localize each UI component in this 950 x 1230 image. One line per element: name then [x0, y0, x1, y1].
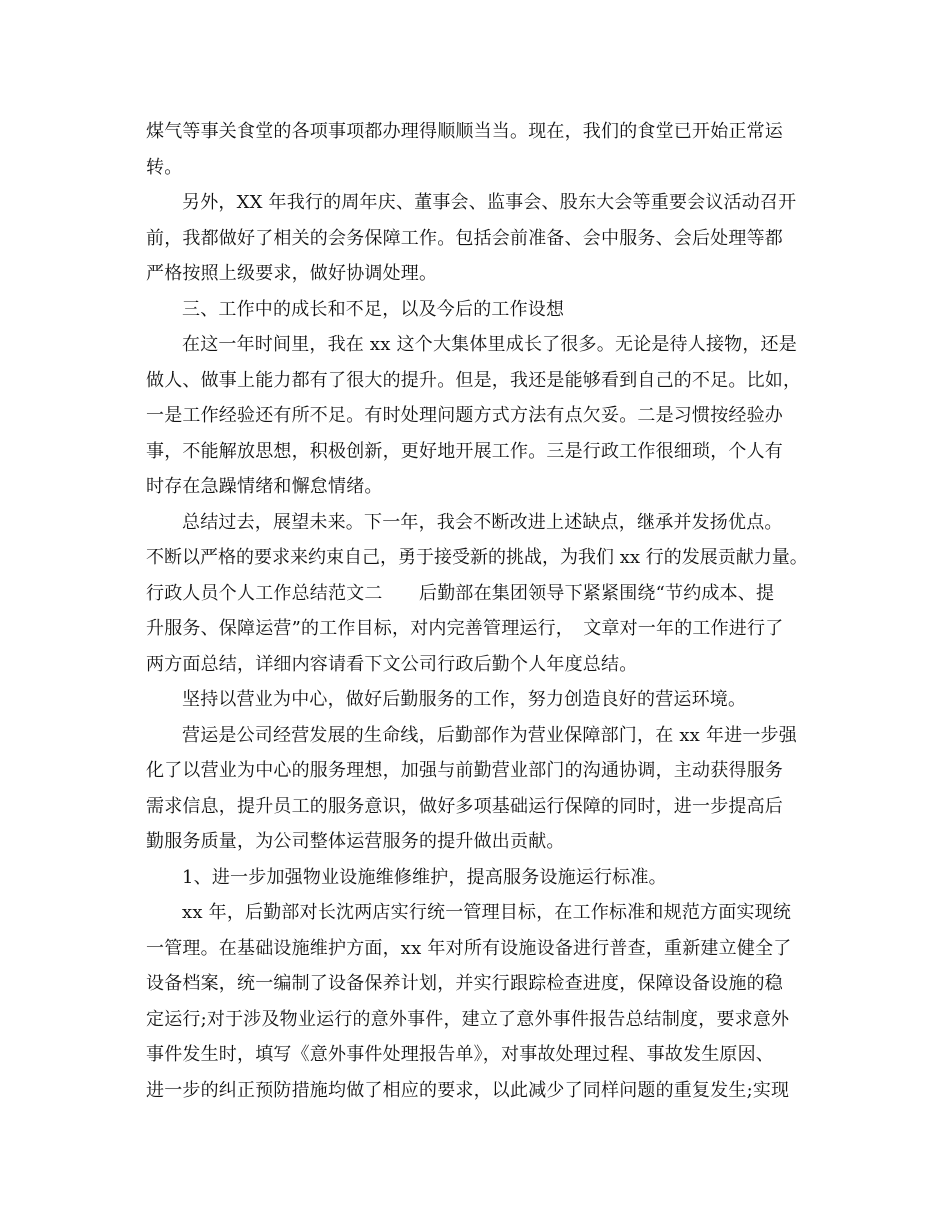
- text-line: 不断以严格的要求来约束自己，勇于接受新的挑战，为我们 xx 行的发展贡献力量。: [146, 547, 808, 568]
- text-line: 一管理。在基础设施维护方面，xx 年对所有设施设备进行普查，重新建立健全了: [146, 937, 792, 959]
- text-line: 进一步的纠正预防措施均做了相应的要求，以此减少了同样问题的重复发生;实现: [146, 1079, 790, 1101]
- text-line: 事件发生时，填写《意外事件处理报告单》，对事故处理过程、事故发生原因、: [146, 1044, 774, 1065]
- text-line: 在这一年时间里，我在 xx 这个大集体里成长了很多。无论是待人接物，还是: [182, 334, 797, 355]
- section-heading: 三、工作中的成长和不足，以及今后的工作设想: [182, 298, 565, 320]
- text-line: 需求信息，提升员工的服务意识，做好多项基础运行保障的同时，进一步提高后: [146, 795, 783, 817]
- text-line: 另外，XX 年我行的周年庆、董事会、监事会、股东大会等重要会议活动召开: [182, 192, 797, 213]
- text-line: 前，我都做好了相关的会务保障工作。包括会前准备、会中服务、会后处理等都: [146, 227, 783, 249]
- text-line: 总结过去，展望未来。下一年，我会不断改进上述缺点，继承并发扬优点。: [182, 511, 783, 533]
- text-line: 严格按照上级要求，做好协调处理。: [146, 263, 438, 284]
- text-line: 转。: [146, 156, 183, 178]
- text-line: 事，不能解放思想，积极创新，更好地开展工作。三是行政工作很细琐，个人有: [146, 440, 783, 462]
- article-title-line: 行政人员个人工作总结范文二 后勤部在集团领导下紧紧围绕“节约成本、提: [146, 582, 775, 604]
- document-body: [146, 114, 826, 1108]
- text-line: xx 年，后勤部对长沈两店实行统一管理目标，在工作标准和规范方面实现统: [182, 902, 792, 923]
- text-line: 坚持以营业为中心，做好后勤服务的工作，努力创造良好的营运环境。: [182, 689, 747, 710]
- text-line: 做人、做事上能力都有了很大的提升。但是，我还是能够看到自己的不足。比如，: [146, 369, 802, 391]
- text-line: 两方面总结，详细内容请看下文公司行政后勤个人年度总结。: [146, 653, 638, 675]
- text-line: 营运是公司经营发展的生命线，后勤部作为营业保障部门，在 xx 年进一步强: [182, 724, 797, 746]
- text-line: 设备档案，统一编制了设备保养计划，并实行跟踪检查进度，保障设备设施的稳: [146, 973, 783, 994]
- text-line: 时存在急躁情绪和懈怠情绪。: [146, 476, 383, 497]
- text-line: 一是工作经验还有所不足。有时处理问题方式方法有点欠妥。二是习惯按经验办: [146, 405, 783, 426]
- text-line: 煤气等事关食堂的各项事项都办理得顺顺当当。现在，我们的食堂已开始正常运: [146, 121, 783, 142]
- text-line: 定运行;对于涉及物业运行的意外事件，建立了意外事件报告总结制度，要求意外: [146, 1008, 790, 1030]
- subsection-heading: 1、进一步加强物业设施维修维护，提高服务设施运行标准。: [182, 866, 667, 888]
- text-line: 升服务、保障运营”的工作目标，对内完善管理运行， 文章对一年的工作进行了: [146, 618, 784, 639]
- text-line: 勤服务质量，为公司整体运营服务的提升做出贡献。: [146, 831, 565, 852]
- text-line: 化了以营业为中心的服务理想，加强与前勤营业部门的沟通协调，主动获得服务: [146, 760, 783, 781]
